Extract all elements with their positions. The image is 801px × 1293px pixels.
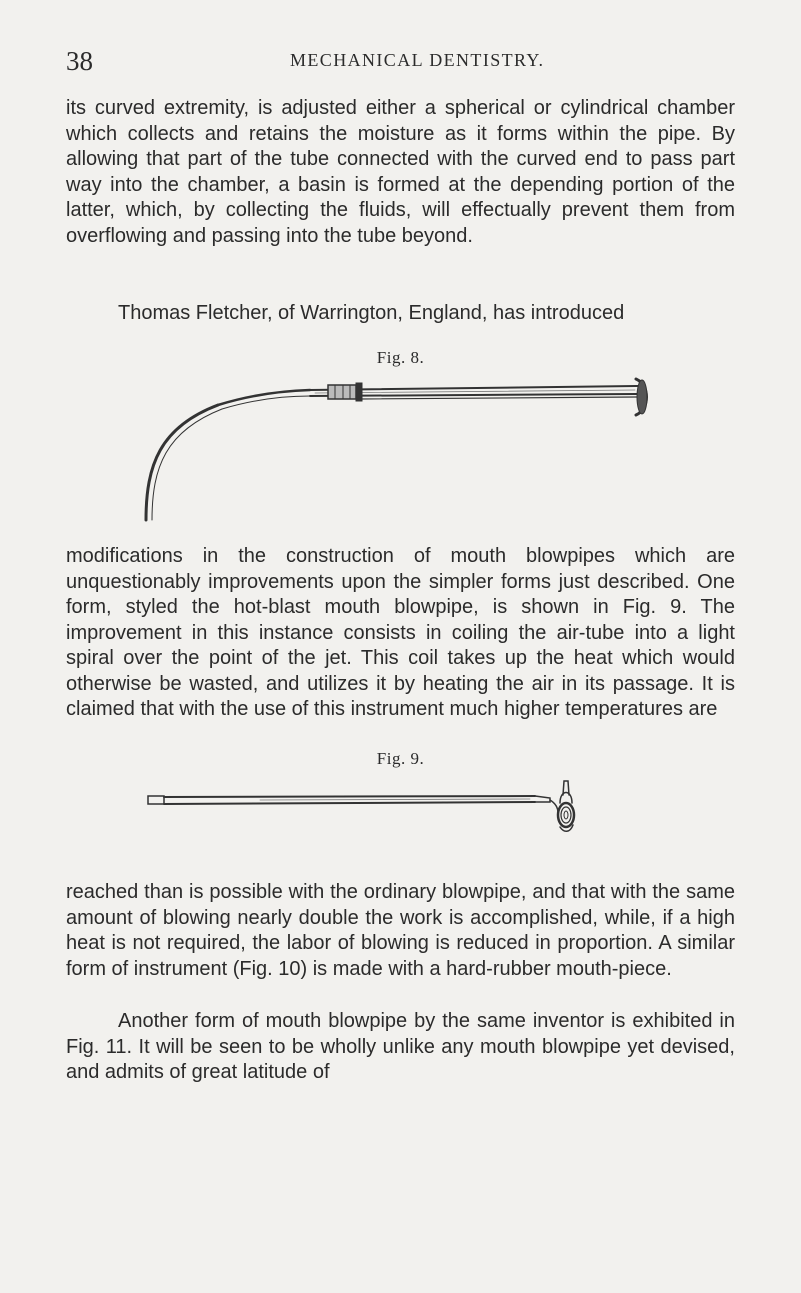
figure-9-caption: Fig. 9.	[376, 749, 425, 768]
running-title: MECHANICAL DENTISTRY.	[290, 50, 545, 70]
paragraph-modifications: modifications in the construction of mouth blowpipes which are unquestionably improvements upon the simpler forms just described. One form, styled the hot-blast mouth blowpipe, is shown in Fig. 9. The improvement in this instance consists in coiling the air-tube into a light spiral over the point of the jet. This coil takes up the heat which would otherwise be wasted, and utilizes it by heating the air in its passage. It is claimed that with the use of this instrument much higher temperatures are	[66, 545, 735, 720]
page-number: 38	[66, 46, 93, 76]
figure-8-blowpipe-illustration	[140, 375, 660, 525]
paragraph-fletcher-intro: Thomas Fletcher, of Warrington, England, has introduced	[118, 302, 625, 324]
figure-8-caption: Fig. 8.	[376, 348, 425, 367]
figure-9-hot-blast-blowpipe-illustration	[140, 775, 660, 840]
paragraph-reached: reached than is possible with the ordinary blowpipe, and that with the same amount of blowing nearly double the work is accomplished, while, if a high heat is not required, the labor of blowing is reduced in proportion. A similar form of instrument (Fig. 10) is made with a hard-rubber mouth-piece.	[66, 881, 735, 980]
paragraph-another-form: Another form of mouth blowpipe by the same inventor is exhibited in Fig. 11. It will be seen to be wholly unlike any mouth blowpipe yet devised, and admits of great latitude of	[66, 1010, 735, 1083]
paragraph-chamber: its curved extremity, is adjusted either a spherical or cylindrical chamber which collects and retains the moisture as it forms within the pipe. By allowing that part of the tube connected with the curved end to pass part way into the chamber, a basin is formed at the depending portion of the latter, which, by collecting the fluids, will effectually prevent them from overflowing and passing into the tube beyond.	[66, 97, 735, 247]
running-head	[66, 46, 735, 80]
